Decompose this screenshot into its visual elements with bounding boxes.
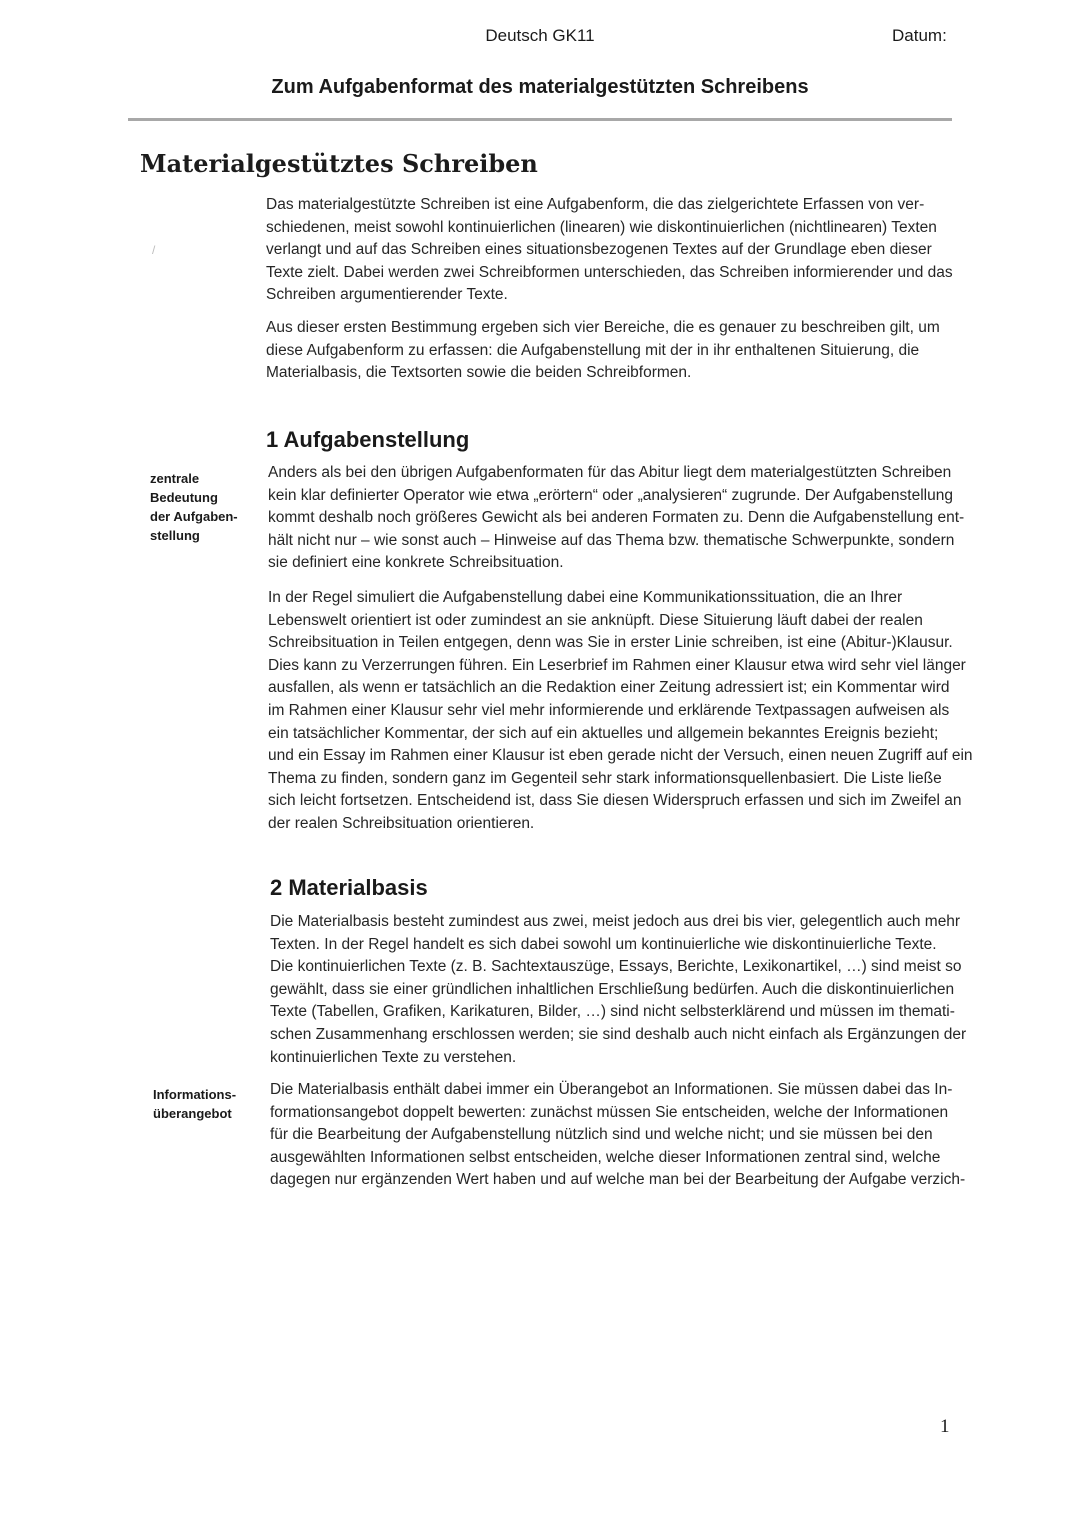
- text-line: gewählt, dass sie einer gründlichen inhaltlichen Erschließung bedürfen. Auch die diskontinuierlichen: [270, 980, 955, 998]
- text-line: schiedenen, meist sowohl kontinuierlichen (linearen) wie diskontinuierlichen (nichtlinearen) Texten: [266, 218, 937, 236]
- header-divider: [128, 118, 952, 121]
- text-line: Dies kann zu Verzerrungen führen. Ein Leserbrief im Rahmen einer Klausur etwa wird sehr viel länger: [268, 656, 966, 674]
- section-1-paragraph-2: [268, 587, 973, 836]
- text-line: In der Regel simuliert die Aufgabenstellung dabei eine Kommunikationssituation, die an Ihrer: [268, 589, 903, 606]
- text-line: kein klar definierter Operator wie etwa „erörtern“ oder „analysieren“ zugrunde. Der Aufgabenstellung: [268, 486, 953, 504]
- text-line: Bedeutung: [150, 490, 218, 505]
- text-line: ausfallen, als wenn er tatsächlich an die Redaktion einer Zeitung adressiert ist; ein Kommentar wird: [268, 679, 950, 697]
- text-line: dagegen nur ergänzenden Wert haben und auf welche man bei der Bearbeitung der Aufgabe verzich-: [270, 1171, 966, 1189]
- text-line: und ein Essay im Rahmen einer Klausur ist eben gerade nicht der Versuch, einen neuen Zugriff auf ein: [268, 747, 973, 765]
- margin-note-aufgabenstellung: [150, 469, 238, 545]
- text-line: für die Bearbeitung der Aufgabenstellung nützlich sind und welche nicht; und sie müssen bei den: [270, 1126, 933, 1144]
- text-line: Thema zu finden, sondern ganz im Gegenteil sehr stark informationsquellenbasiert. Die Liste ließe: [268, 769, 942, 787]
- text-line: Informations-: [153, 1087, 237, 1102]
- section-2-paragraph-2: [270, 1079, 965, 1192]
- text-line: Das materialgestützte Schreiben ist eine Aufgabenform, die das zielgerichtete Erfassen von ver-: [266, 196, 925, 213]
- text-line: der Aufgaben-: [150, 509, 238, 524]
- text-line: im Rahmen einer Klausur sehr viel mehr informierende und erklärende Textpassagen aufweisen als: [268, 701, 950, 719]
- text-line: Texte (Tabellen, Grafiken, Karikaturen, Bilder, …) sind nicht selbsterklärend und müssen im themati-: [270, 1003, 955, 1021]
- course-label: Deutsch GK11: [485, 26, 595, 45]
- stray-pen-mark: /: [152, 243, 156, 257]
- text-line: Schreiben argumentierender Texte.: [266, 286, 508, 304]
- text-line: Texte zielt. Dabei werden zwei Schreibformen unterschieden, das Schreiben informierender und das: [266, 263, 953, 281]
- text-line: sie definiert eine konkrete Schreibsituation.: [268, 554, 564, 572]
- text-line: Die Materialbasis besteht zumindest aus zwei, meist jedoch aus drei bis vier, gelegentlich auch mehr: [270, 913, 961, 930]
- intro-paragraph-1: [266, 194, 953, 307]
- page-number: 1: [940, 1416, 950, 1437]
- text-line: ausgewählten Informationen selbst entscheiden, welche dieser Informationen zentral sind, welche: [270, 1148, 941, 1166]
- text-line: stellung: [150, 528, 200, 543]
- text-line: Texten. In der Regel handelt es sich dabei sowohl um kontinuierliche wie diskontinuierliche Texte.: [270, 935, 937, 953]
- section-1-heading: 1 Aufgabenstellung: [266, 427, 470, 452]
- main-heading: Materialgestütztes Schreiben: [140, 149, 538, 178]
- text-line: diese Aufgabenform zu erfassen: die Aufgabenstellung mit der in ihr enthaltenen Situierung, die: [266, 341, 920, 359]
- section-2-paragraph-1: [270, 911, 966, 1069]
- text-line: Die kontinuierlichen Texte (z. B. Sachtextauszüge, Essays, Berichte, Lexikonartikel, …) sind meist so: [270, 958, 962, 976]
- text-line: hält nicht nur – wie sonst auch – Hinweise auf das Thema bzw. thematische Schwerpunkte, sondern: [268, 531, 955, 549]
- date-label: Datum:: [892, 26, 947, 45]
- text-line: Die Materialbasis enthält dabei immer ein Überangebot an Informationen. Sie müssen dabei das In-: [270, 1081, 953, 1098]
- text-line: Anders als bei den übrigen Aufgabenformaten für das Abitur liegt dem materialgestützten Schreiben: [268, 464, 952, 481]
- text-line: kommt deshalb noch größeres Gewicht als bei anderen Formaten zu. Denn die Aufgabenstellung ent-: [268, 509, 965, 527]
- text-line: schen Zusammenhang erschlossen werden; sie sind deshalb auch nicht einfach als Ergänzungen der: [270, 1025, 967, 1043]
- text-line: Materialbasis, die Textsorten sowie die beiden Schreibformen.: [266, 364, 692, 382]
- document-title: Zum Aufgabenformat des materialgestützten Schreibens: [271, 76, 809, 98]
- margin-note-informationsueberangebot: [153, 1085, 236, 1123]
- text-line: kontinuierlichen Texte zu verstehen.: [270, 1048, 517, 1066]
- text-line: Aus dieser ersten Bestimmung ergeben sich vier Bereiche, die es genauer zu beschreiben gilt, um: [266, 319, 940, 336]
- text-line: Lebenswelt orientiert ist oder zumindest an sie anknüpft. Diese Situierung läuft dabei der realen: [268, 611, 923, 629]
- text-line: formationsangebot doppelt bewerten: zunächst müssen Sie entscheiden, welche der Informationen: [270, 1103, 949, 1121]
- section-1-paragraph-1: [268, 462, 964, 575]
- text-line: verlangt und auf das Schreiben eines situationsbezogenen Textes auf der Grundlage eben dieser: [266, 241, 932, 259]
- text-line: überangebot: [153, 1106, 232, 1121]
- intro-paragraph-2: [266, 317, 940, 385]
- text-line: der realen Schreibsituation orientieren.: [268, 814, 535, 832]
- text-line: ein tatsächlicher Kommentar, der sich auf ein aktuelles und allgemein bekanntes Ereignis bezieht;: [268, 724, 939, 742]
- text-line: zentrale: [150, 471, 200, 486]
- section-2-heading: 2 Materialbasis: [270, 875, 428, 900]
- text-line: sich leicht fortsetzen. Entscheidend ist, dass Sie diesen Widerspruch erfassen und sich im Zweifel an: [268, 792, 962, 810]
- text-line: Schreibsituation in Teilen entgegen, denn was Sie in erster Linie schreiben, ist eine (Abitur-)Klausur.: [268, 634, 953, 652]
